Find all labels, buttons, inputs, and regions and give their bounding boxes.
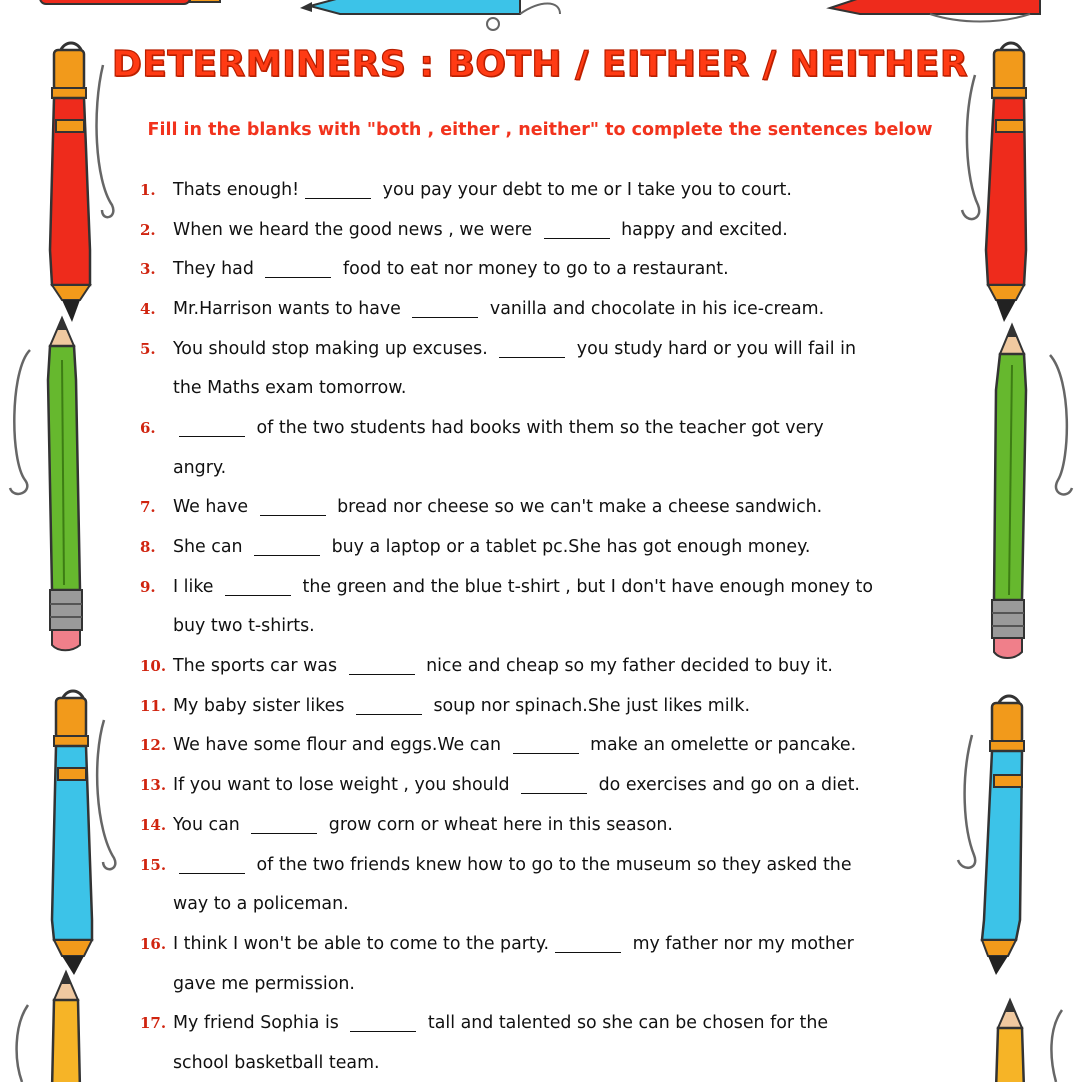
sentence-end: happy and excited. <box>615 219 788 240</box>
item-number: 12. <box>140 736 167 755</box>
sentence-end: do exercises and go on a diet. <box>593 775 860 796</box>
answer-blank[interactable] <box>555 935 621 953</box>
exercise-item <box>140 289 940 329</box>
sentence-start: My friend Sophia is <box>173 1013 345 1034</box>
item-number: 13. <box>140 776 167 795</box>
exercise-item-continuation: school basketball team. <box>173 1052 380 1073</box>
exercise-item <box>140 924 940 964</box>
sentence-end: you study hard or you will fail in <box>571 338 856 359</box>
blue-pen-right-icon <box>982 696 1024 975</box>
sentence-start: If you want to lose weight , you should <box>173 775 516 796</box>
sentence-end: bread nor cheese so we can't make a cheese sandwich. <box>331 497 823 518</box>
sentence-end: buy a laptop or a tablet pc.She has got enough money. <box>326 537 811 558</box>
item-number: 1. <box>140 180 156 199</box>
item-number: 10. <box>140 657 167 676</box>
sentence-start: You can <box>173 814 246 835</box>
sentence-end: nice and cheap so my father decided to buy it. <box>420 656 833 677</box>
sentence-start: We have <box>173 497 254 518</box>
answer-blank[interactable] <box>356 697 422 715</box>
green-pencil-right-icon <box>992 325 1026 658</box>
exercise-item <box>140 527 940 567</box>
answer-blank[interactable] <box>499 340 565 358</box>
exercise-item <box>140 845 940 885</box>
sentence-start: Mr.Harrison wants to have <box>173 298 407 319</box>
sentence-end: you pay your debt to me or I take you to court. <box>377 179 792 200</box>
sentence-start: They had <box>173 259 260 280</box>
top-pen-middle-icon <box>300 0 560 30</box>
sentence-start: The sports car was <box>173 656 343 677</box>
item-number: 3. <box>140 260 156 279</box>
sentence-end: soup nor spinach.She just likes milk. <box>427 695 750 716</box>
exercise-item <box>140 210 940 250</box>
exercise-item <box>140 249 940 289</box>
sentence-end: tall and talented so she can be chosen for the <box>422 1013 829 1034</box>
answer-blank[interactable] <box>251 816 317 834</box>
yellow-pencil-right-icon <box>996 1000 1024 1082</box>
exercise-item-continuation: buy two t-shirts. <box>173 616 315 637</box>
sentence-end: make an omelette or pancake. <box>584 735 857 756</box>
answer-blank[interactable] <box>179 419 245 437</box>
sentence-start: Thats enough! <box>173 179 300 200</box>
answer-blank[interactable] <box>225 578 291 596</box>
item-number: 7. <box>140 498 156 517</box>
answer-blank[interactable] <box>412 300 478 318</box>
exercise-item-continuation: angry. <box>173 457 227 478</box>
exercise-item <box>140 1003 940 1043</box>
item-number: 6. <box>140 418 156 437</box>
exercise-item <box>140 408 940 448</box>
exercise-item <box>140 488 940 528</box>
exercise-item <box>140 567 940 607</box>
sentence-start: I think I won't be able to come to the party. <box>173 933 550 954</box>
answer-blank[interactable] <box>521 776 587 794</box>
item-number: 2. <box>140 220 156 239</box>
exercise-item <box>140 765 940 805</box>
sentence-end: the green and the blue t-shirt , but I don't have enough money to <box>297 576 873 597</box>
item-number: 5. <box>140 339 156 358</box>
answer-blank[interactable] <box>349 657 415 675</box>
exercise-item <box>140 329 940 369</box>
answer-blank[interactable] <box>544 221 610 239</box>
sentence-end: vanilla and chocolate in his ice-cream. <box>484 298 825 319</box>
answer-blank[interactable] <box>254 538 320 556</box>
sentence-end: of the two friends knew how to go to the museum so they asked the <box>251 854 852 875</box>
exercise-item <box>140 805 940 845</box>
exercise-item <box>140 726 940 766</box>
exercise-item <box>140 170 940 210</box>
sentence-start: You should stop making up excuses. <box>173 338 494 359</box>
exercise-item-continuation: way to a policeman. <box>173 894 349 915</box>
exercise-item-continuation: gave me permission. <box>173 973 355 994</box>
worksheet-title: DETERMINERS : BOTH / EITHER / NEITHER <box>111 44 969 85</box>
sentence-start: I like <box>173 576 219 597</box>
item-number: 11. <box>140 696 167 715</box>
item-number: 17. <box>140 1014 167 1033</box>
sentence-start: My baby sister likes <box>173 695 350 716</box>
item-number: 9. <box>140 577 156 596</box>
sentence-start: She can <box>173 537 249 558</box>
exercise-item-continuation: the Maths exam tomorrow. <box>173 378 407 399</box>
exercise-item <box>140 686 940 726</box>
green-pencil-icon <box>48 318 82 650</box>
item-number: 8. <box>140 538 156 557</box>
answer-blank[interactable] <box>513 736 579 754</box>
answer-blank[interactable] <box>305 181 371 199</box>
worksheet-instructions: Fill in the blanks with "both , either , neither" to complete the sentences below <box>147 120 933 140</box>
item-number: 4. <box>140 299 156 318</box>
exercise-item <box>140 646 940 686</box>
answer-blank[interactable] <box>350 1014 416 1032</box>
answer-blank[interactable] <box>260 498 326 516</box>
sentence-end: food to eat nor money to go to a restaurant. <box>337 259 729 280</box>
item-number: 14. <box>140 815 167 834</box>
answer-blank[interactable] <box>179 856 245 874</box>
item-number: 16. <box>140 934 167 953</box>
item-number: 15. <box>140 855 167 874</box>
sentence-start: We have some flour and eggs.We can <box>173 735 507 756</box>
answer-blank[interactable] <box>265 260 331 278</box>
top-pen-left-icon <box>40 0 220 4</box>
blue-pen-icon <box>52 691 92 975</box>
exercise-list <box>140 170 940 1083</box>
top-pen-right-icon <box>830 0 1040 22</box>
sentence-end: grow corn or wheat here in this season. <box>323 814 673 835</box>
yellow-pencil-icon <box>52 972 80 1082</box>
sentence-start: When we heard the good news , we were <box>173 219 538 240</box>
sentence-end: my father nor my mother <box>627 933 854 954</box>
sentence-end: of the two students had books with them so the teacher got very <box>251 417 824 438</box>
